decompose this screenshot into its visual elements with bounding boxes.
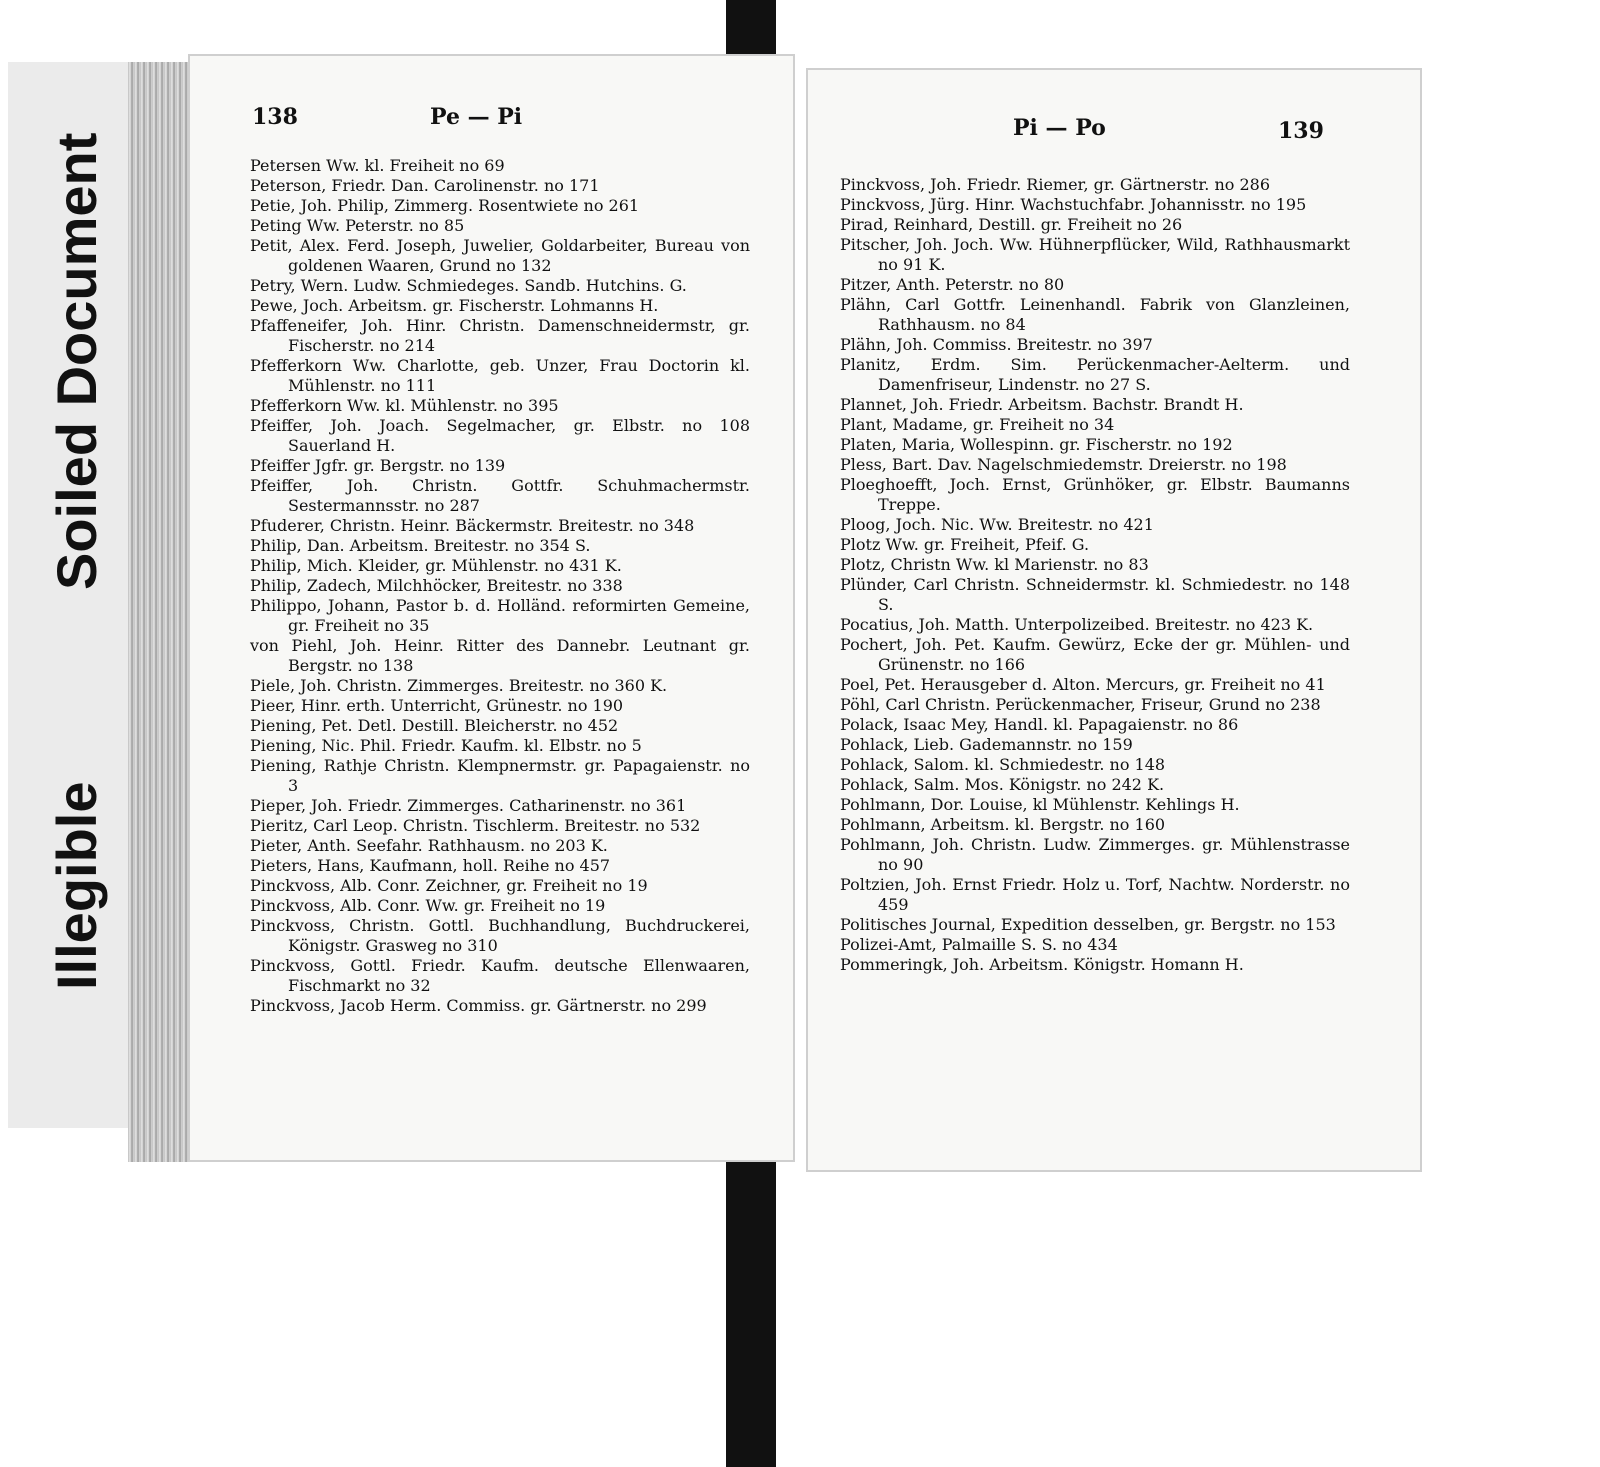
directory-entry: Pitzer, Anth. Peterstr. no 80: [840, 275, 1065, 294]
directory-entry: Petie, Joh. Philip, Zimmerg. Rosentwiete no 261: [250, 196, 640, 215]
directory-entry: Plotz Ww. gr. Freiheit, Pfeif. G.: [840, 535, 1090, 554]
directory-entry: Poltzien, Joh. Ernst Friedr. Holz u. Torf, Nachtw. Norderstr. no 459: [840, 875, 1350, 914]
directory-entry: Piening, Nic. Phil. Friedr. Kaufm. kl. Elbstr. no 5: [250, 736, 642, 755]
directory-entry: Pinckvoss, Alb. Conr. Zeichner, gr. Freiheit no 19: [250, 876, 648, 895]
directory-entry: Pieters, Hans, Kaufmann, holl. Reihe no 457: [250, 856, 611, 875]
directory-entry: Pinckvoss, Jacob Herm. Commiss. gr. Gärtnerstr. no 299: [250, 996, 707, 1015]
directory-entry: Petersen Ww. kl. Freiheit no 69: [250, 156, 505, 175]
directory-entry: Pohlack, Salom. kl. Schmiedestr. no 148: [840, 755, 1166, 774]
directory-entry: Pöhl, Carl Christn. Perückenmacher, Friseur, Grund no 238: [840, 695, 1321, 714]
right-entries: [840, 175, 1350, 975]
directory-entry: Pfaffeneifer, Joh. Hinr. Christn. Damenschneidermstr, gr. Fischerstr. no 214: [250, 316, 750, 355]
directory-entry: Pohlack, Salm. Mos. Königstr. no 242 K.: [840, 775, 1165, 794]
directory-entry: Pfeiffer, Joh. Joach. Segelmacher, gr. Elbstr. no 108 Sauerland H.: [250, 416, 750, 455]
directory-entry: Petit, Alex. Ferd. Joseph, Juwelier, Goldarbeiter, Bureau von goldenen Waaren, Grund no 132: [250, 236, 750, 275]
directory-entry: Pfeiffer, Joh. Christn. Gottfr. Schuhmachermstr. Sestermannsstr. no 287: [250, 476, 750, 515]
directory-entry: von Piehl, Joh. Heinr. Ritter des Dannebr. Leutnant gr. Bergstr. no 138: [250, 636, 750, 675]
directory-entry: Piele, Joh. Christn. Zimmerges. Breitestr. no 360 K.: [250, 676, 668, 695]
directory-entry: Pohlmann, Arbeitsm. kl. Bergstr. no 160: [840, 815, 1166, 834]
directory-entry: Pocatius, Joh. Matth. Unterpolizeibed. Breitestr. no 423 K.: [840, 615, 1314, 634]
right-page: [808, 70, 1420, 1170]
directory-entry: Petry, Wern. Ludw. Schmiedeges. Sandb. Hutchins. G.: [250, 276, 687, 295]
left-page: [190, 56, 793, 1160]
directory-entry: Philip, Mich. Kleider, gr. Mühlenstr. no 431 K.: [250, 556, 622, 575]
directory-entry: Pommeringk, Joh. Arbeitsm. Königstr. Homann H.: [840, 955, 1244, 974]
directory-entry: Plähn, Carl Gottfr. Leinenhandl. Fabrik von Glanzleinen, Rathhausm. no 84: [840, 295, 1350, 334]
directory-entry: Politisches Journal, Expedition desselben, gr. Bergstr. no 153: [840, 915, 1336, 934]
left-page-heading: Pe — Pi: [430, 104, 523, 130]
left-page-number: 138: [252, 104, 298, 130]
directory-entry: Pewe, Joch. Arbeitsm. gr. Fischerstr. Lohmanns H.: [250, 296, 659, 315]
directory-entry: Pieer, Hinr. erth. Unterricht, Grünestr. no 190: [250, 696, 624, 715]
directory-entry: Poel, Pet. Herausgeber d. Alton. Mercurs, gr. Freiheit no 41: [840, 675, 1326, 694]
directory-entry: Pieper, Joh. Friedr. Zimmerges. Catharinenstr. no 361: [250, 796, 687, 815]
directory-entry: Pless, Bart. Dav. Nagelschmiedemstr. Dreierstr. no 198: [840, 455, 1287, 474]
directory-entry: Ploog, Joch. Nic. Ww. Breitestr. no 421: [840, 515, 1154, 534]
directory-entry: Piening, Pet. Detl. Destill. Bleicherstr. no 452: [250, 716, 619, 735]
directory-entry: Pinckvoss, Christn. Gottl. Buchhandlung, Buchdruckerei, Königstr. Grasweg no 310: [250, 916, 750, 955]
directory-entry: Plünder, Carl Christn. Schneidermstr. kl. Schmiedestr. no 148 S.: [840, 575, 1350, 614]
directory-entry: Pfeiffer Jgfr. gr. Bergstr. no 139: [250, 456, 506, 475]
directory-entry: Plant, Madame, gr. Freiheit no 34: [840, 415, 1115, 434]
directory-entry: Pinckvoss, Jürg. Hinr. Wachstuchfabr. Johannisstr. no 195: [840, 195, 1307, 214]
stamp-illegible: Illegible: [45, 781, 108, 990]
directory-entry: Platen, Maria, Wollespinn. gr. Fischerstr. no 192: [840, 435, 1233, 454]
directory-entry: Planitz, Erdm. Sim. Perückenmacher-Aelterm. und Damenfriseur, Lindenstr. no 27 S.: [840, 355, 1350, 394]
directory-entry: Pirad, Reinhard, Destill. gr. Freiheit no 26: [840, 215, 1183, 234]
directory-entry: Pohlack, Lieb. Gademannstr. no 159: [840, 735, 1133, 754]
directory-entry: Polizei-Amt, Palmaille S. S. no 434: [840, 935, 1118, 954]
directory-entry: Pfefferkorn Ww. kl. Mühlenstr. no 395: [250, 396, 559, 415]
directory-entry: Philip, Dan. Arbeitsm. Breitestr. no 354 S.: [250, 536, 591, 555]
directory-entry: Plannet, Joh. Friedr. Arbeitsm. Bachstr. Brandt H.: [840, 395, 1244, 414]
directory-entry: Philip, Zadech, Milchhöcker, Breitestr. no 338: [250, 576, 623, 595]
left-entries: [250, 156, 750, 1016]
directory-entry: Pinckvoss, Alb. Conr. Ww. gr. Freiheit no 19: [250, 896, 606, 915]
directory-entry: Peting Ww. Peterstr. no 85: [250, 216, 465, 235]
directory-entry: Philippo, Johann, Pastor b. d. Holländ. reformirten Gemeine, gr. Freiheit no 35: [250, 596, 750, 635]
directory-entry: Peterson, Friedr. Dan. Carolinenstr. no 171: [250, 176, 600, 195]
right-page-number: 139: [1278, 118, 1324, 144]
directory-entry: Pfefferkorn Ww. Charlotte, geb. Unzer, Frau Doctorin kl. Mühlenstr. no 111: [250, 356, 750, 395]
directory-entry: Pohlmann, Joh. Christn. Ludw. Zimmerges. gr. Mühlenstrasse no 90: [840, 835, 1350, 874]
directory-entry: Ploeghoefft, Joch. Ernst, Grünhöker, gr. Elbstr. Baumanns Treppe.: [840, 475, 1350, 514]
directory-entry: Pitscher, Joh. Joch. Ww. Hühnerpflücker, Wild, Rathhausmarkt no 91 K.: [840, 235, 1350, 274]
directory-entry: Plähn, Joh. Commiss. Breitestr. no 397: [840, 335, 1153, 354]
directory-entry: Piening, Rathje Christn. Klempnermstr. gr. Papagaienstr. no 3: [250, 756, 750, 795]
directory-entry: Pohlmann, Dor. Louise, kl Mühlenstr. Kehlings H.: [840, 795, 1240, 814]
directory-entry: Pfuderer, Christn. Heinr. Bäckermstr. Breitestr. no 348: [250, 516, 695, 535]
stamp-soiled-document: Soiled Document: [45, 132, 108, 590]
directory-entry: Pochert, Joh. Pet. Kaufm. Gewürz, Ecke der gr. Mühlen- und Grünenstr. no 166: [840, 635, 1350, 674]
directory-entry: Pieritz, Carl Leop. Christn. Tischlerm. Breitestr. no 532: [250, 816, 701, 835]
directory-entry: Pinckvoss, Gottl. Friedr. Kaufm. deutsche Ellenwaaren, Fischmarkt no 32: [250, 956, 750, 995]
directory-entry: Pinckvoss, Joh. Friedr. Riemer, gr. Gärtnerstr. no 286: [840, 175, 1270, 194]
directory-entry: Pieter, Anth. Seefahr. Rathhausm. no 203 K.: [250, 836, 608, 855]
right-page-heading: Pi — Po: [1013, 115, 1106, 141]
directory-entry: Plotz, Christn Ww. kl Marienstr. no 83: [840, 555, 1149, 574]
directory-entry: Polack, Isaac Mey, Handl. kl. Papagaienstr. no 86: [840, 715, 1239, 734]
